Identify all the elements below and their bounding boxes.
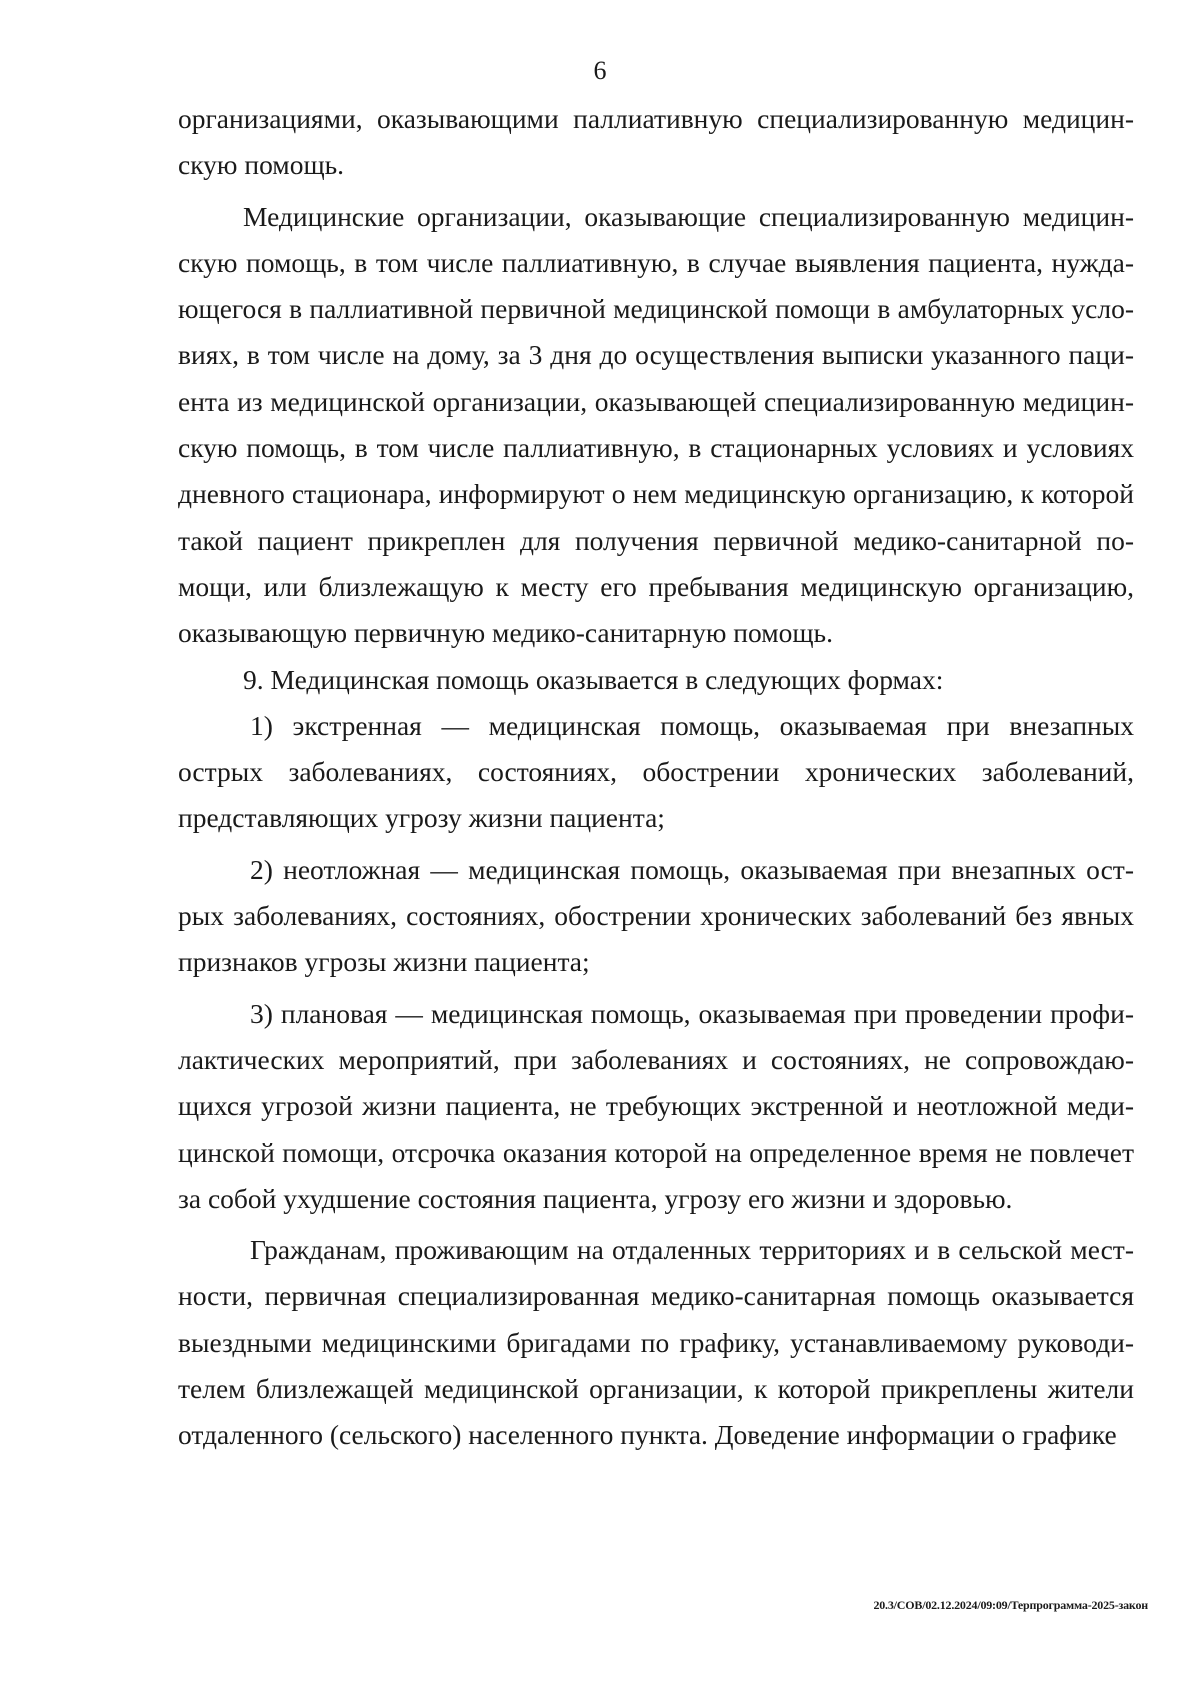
document-body bbox=[178, 96, 1134, 1459]
page-number: 6 bbox=[593, 56, 607, 85]
paragraph-item-9: 9. Медицинская помощь оказывается в следующих формах: bbox=[243, 663, 944, 695]
paragraph-palliative-discharge: Медицинские организации, оказывающие специализированную медицинскую помощь, в том числе паллиативную, в случае выявления пациента, нуждающегося в паллиативной первичной медицинской помощи в амбулаторных условиях, в том числе на дому, за 3 дня до осуществления выписки указанного пациента из медицинской организации, оказывающей специализированную медицинскую помощь, в том числе паллиативную, в стационарных условиях и условиях дневного стационара, информируют о нем медицинскую организацию, к которой такой пациент прикреплен для получения первичной медико-санитарной помощи, или близлежащую к месту его пребывания медицинскую организацию, оказывающую первичную медико-санитарную помощь. bbox=[178, 200, 1134, 649]
list-item-planned: 3) плановая — медицинская помощь, оказываемая при проведении профилактических мероприятий, при заболеваниях и состояниях, не сопровождающихся угрозой жизни пациента, не требующих экстренной и неотложной медицинской помощи, отсрочка оказания которой на определенное время не повлечет за собой ухудшение состояния пациента, угрозу его жизни и здоровью. bbox=[178, 997, 1134, 1214]
list-item-urgent: 2) неотложная — медицинская помощь, оказываемая при внезапных острых заболеваниях, состояниях, обострении хронических заболеваний без явных признаков угрозы жизни пациента; bbox=[178, 853, 1134, 978]
paragraph-continuation: организациями, оказывающими паллиативную специализированную медицинскую помощь. bbox=[178, 103, 1134, 181]
list-item-emergency: 1) экстренная — медицинская помощь, оказываемая при внезапных острых заболеваниях, состояниях, обострении хронических заболеваний, представляющих угрозу жизни пациента; bbox=[178, 709, 1134, 834]
document-footer-code: 20.3/СОВ/02.12.2024/09:09/Терпрограмма-2025-закон bbox=[873, 1598, 1148, 1612]
paragraph-rural-citizens: Гражданам, проживающим на отдаленных территориях и в сельской местности, первичная специализированная медико-санитарная помощь оказывается выездными медицинскими бригадами по графику, устанавливаемому руководителем близлежащей медицинской организации, к которой прикреплены жители отдаленного (сельского) населенного пункта. Доведение информации о графике bbox=[178, 1234, 1134, 1451]
